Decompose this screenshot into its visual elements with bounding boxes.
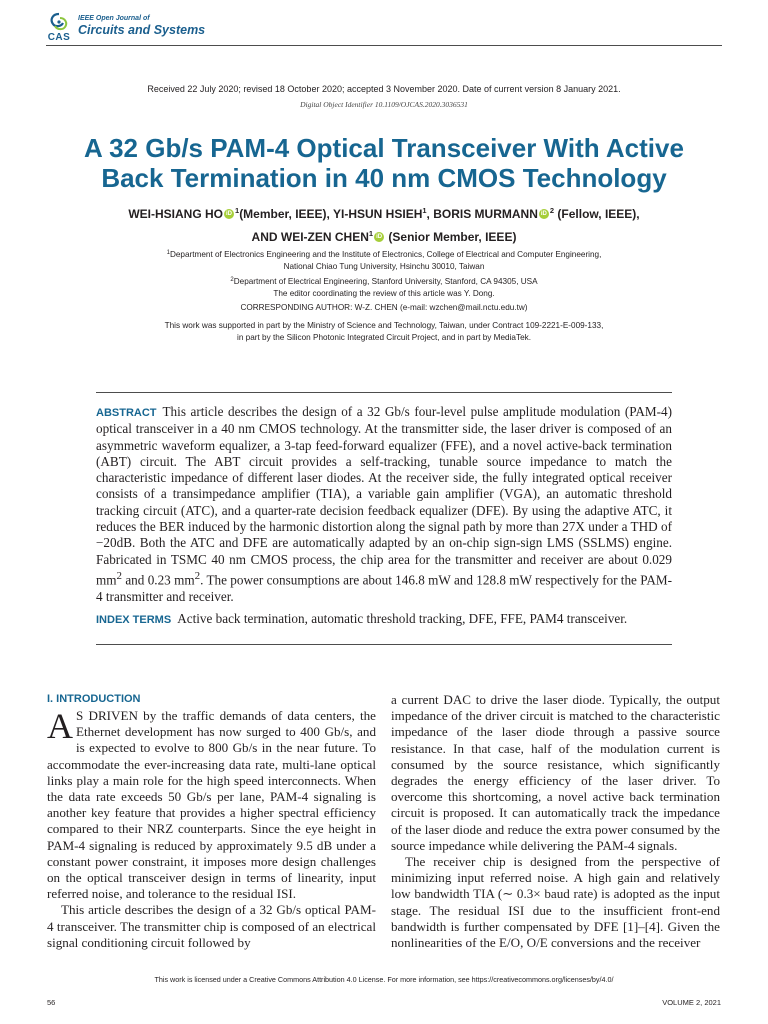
- author-name: YI-HSUN HSIEH: [333, 207, 423, 221]
- paragraph: This article describes the design of a 32 Gb/s optical PAM-4 transceiver. The transmitter chip is composed of an electrical signal conditioning circuit followed by: [47, 902, 376, 950]
- doi[interactable]: Digital Object Identifier 10.1109/OJCAS.2020.3036531: [300, 100, 468, 109]
- author-name: WEI-ZEN CHEN: [280, 230, 369, 244]
- drop-cap: A: [47, 706, 73, 746]
- section-heading: I. INTRODUCTION: [47, 693, 141, 705]
- page-number: 56: [47, 998, 56, 1007]
- author-role: (Senior Member, IEEE): [388, 230, 517, 244]
- affiliation-text: Department of Electrical Engineering, Stanford University, Stanford, CA 94305, USA: [233, 277, 538, 286]
- affiliation-marker: 1: [368, 229, 374, 238]
- abstract: [96, 404, 672, 605]
- cas-logo: [46, 12, 72, 46]
- cas-logo-text: CAS: [47, 32, 71, 43]
- author-name: BORIS MURMANN: [433, 207, 538, 221]
- editor-note: The editor coordinating the review of this article was Y. Dong.: [273, 288, 495, 298]
- superscript: 2: [116, 569, 123, 582]
- corresponding-author: CORRESPONDING AUTHOR: W-Z. CHEN (e-mail: wzchen@mail.nctu.edu.tw): [240, 303, 528, 312]
- affiliation-marker: 1: [235, 206, 240, 215]
- paragraph: [47, 708, 376, 902]
- index-terms: [96, 611, 672, 628]
- affiliation-2: [40, 275, 728, 299]
- abstract-label: ABSTRACT: [96, 407, 157, 419]
- affiliation-marker: 1: [422, 206, 427, 215]
- volume-label: VOLUME 2, 2021: [662, 998, 721, 1007]
- orcid-icon[interactable]: iD: [226, 211, 233, 217]
- header-divider: [46, 45, 722, 46]
- paragraph: a current DAC to drive the laser diode. Typically, the output impedance of the driver circuit is matched to the characteristic impedance of the laser diode through a passive source resistance. In that case, half of the modulation current is consumed by the source resistance, which significantly degrades the energy efficiency of the laser driver. To overcome this shortcoming, a novel active back termination circuit is proposed. It can automatically track the impedance of the laser diode and reduce the extra power consumed by the source impedance while delivering the PAM-4 signals.: [391, 692, 720, 853]
- funding-text: This work was supported in part by the Ministry of Science and Technology, Taiwan, under Contract 109-2221-E-009-133,: [164, 321, 604, 330]
- author-list: [40, 201, 728, 247]
- abstract-top-rule: [96, 392, 672, 393]
- abstract-text: and 0.23 mm: [122, 572, 195, 588]
- paragraph-text: S DRIVEN by the traffic demands of data centers, the Ethernet development has now surged to 400 Gb/s, and is expected to evolve to 800 Gb/s in the near future. To accommodate the ever-increasing data rate, multi-lane optical links play a main role for the high speed interconnects. When the data rate exceeds 50 Gb/s per lane, PAM-4 signaling is another key feature that provides a higher spectral efficiency compared to their NRZ counterparts. Since the eye height in PAM-4 signaling is reduced by approximately 9.5 dB under a constant power constraint, it imposes more design challenges on the optical transceiver design in terms of linearity, input referred noise, and tolerance to the residual ISI.: [47, 708, 376, 902]
- author-line-2: [40, 224, 728, 247]
- superscript: 2: [194, 569, 201, 582]
- title-line-2: Back Termination in 40 nm CMOS Technology: [101, 163, 667, 193]
- affiliation-text: National Chiao Tung University, Hsinchu 30010, Taiwan: [283, 261, 485, 271]
- author-separator: ,: [426, 207, 430, 221]
- abstract-text: . The power consumptions are about 146.8 mW and 128.8 mW respectively for the PAM-4 transmitter and receiver.: [96, 572, 672, 604]
- abstract-bottom-rule: [96, 644, 672, 645]
- affiliation-text: Department of Electronics Engineering and the Institute of Electronics, College of Electrical and Computer Engineering,: [169, 250, 602, 259]
- funding-text: in part by the Silicon Photonic Integrated Circuit Project, and in part by MediaTek.: [237, 332, 531, 342]
- affiliation-marker: 2: [230, 277, 234, 283]
- title-line-1: A 32 Gb/s PAM-4 Optical Transceiver With Active: [84, 133, 684, 163]
- author-role: (Member, IEEE),: [239, 207, 330, 221]
- author-role: (Fellow, IEEE),: [557, 207, 640, 221]
- orcid-icon[interactable]: iD: [540, 211, 547, 217]
- author-name: WEI-HSIANG HO: [128, 207, 224, 221]
- orcid-icon[interactable]: iD: [376, 234, 383, 240]
- affiliation-1: [40, 248, 728, 272]
- paper-title: [40, 133, 728, 193]
- index-terms-label: INDEX TERMS: [96, 614, 172, 626]
- cas-swirl-icon: [48, 12, 70, 32]
- abstract-text: This article describes the design of a 32 Gb/s four-level pulse amplitude modulation (PAM-4) optical transceiver in a 40 nm CMOS technology. At the transmitter side, the laser driver is composed of an asymmetric waveform equalizer, a 3-tap feed-forward equalizer (FFE), and a novel active-back termination (ABT) circuit. The ABT circuit provides a self-tracking, tunable source impedance to match the characteristic impedance of different laser diodes. At the receiver side, the fully integrated optical receiver consists of a transimpedance amplifier (TIA), a variable gain amplifier (VGA), an automatic threshold tracking circuit (ATC), and a quarter-rate decision feedback equalizer (DFE). By using the adaptive ATC, it reduces the BER induced by the harmonic distortion along the signal path by more than 27X under a THD of −20dB. Both the ATC and DFE are automatically adapted by an on-chip sign-sign LMS (SSLMS) engine. Fabricated in TSMC 40 nm CMOS process, the chip area for the transmitter and receiver are about 0.029 mm: [96, 404, 672, 588]
- received-dates: Received 22 July 2020; revised 18 October 2020; accepted 3 November 2020. Date of current version 8 January 2021.: [147, 84, 621, 94]
- body-column-left: [47, 692, 376, 951]
- journal-masthead: [46, 12, 205, 46]
- body-column-right: [391, 692, 720, 951]
- paragraph: The receiver chip is designed from the perspective of minimizing input referred noise. A high gain and relatively low bandwidth TIA (∼ 0.3× baud rate) is adopted as the input stage. The residual ISI due to the insufficient front-end bandwidth is further compensated by DFE [1]–[4]. Given the nonlinearities of the E/O, O/E conversions and the receiver: [391, 854, 720, 951]
- index-terms-text: Active back termination, automatic threshold tracking, DFE, FFE, PAM4 transceiver.: [177, 611, 628, 626]
- affiliation-marker: 1: [166, 250, 170, 256]
- author-conjunction: AND: [251, 230, 278, 244]
- journal-name: Circuits and Systems: [78, 23, 206, 37]
- affiliation-marker: 2: [549, 206, 555, 215]
- author-line-1: [40, 201, 728, 224]
- funding-note: [40, 320, 728, 343]
- license-note: This work is licensed under a Creative Commons Attribution 4.0 License. For more information, see https://creativecommons.org/licenses/by/4.0/: [154, 975, 614, 984]
- journal-prefix: IEEE Open Journal of: [78, 15, 150, 22]
